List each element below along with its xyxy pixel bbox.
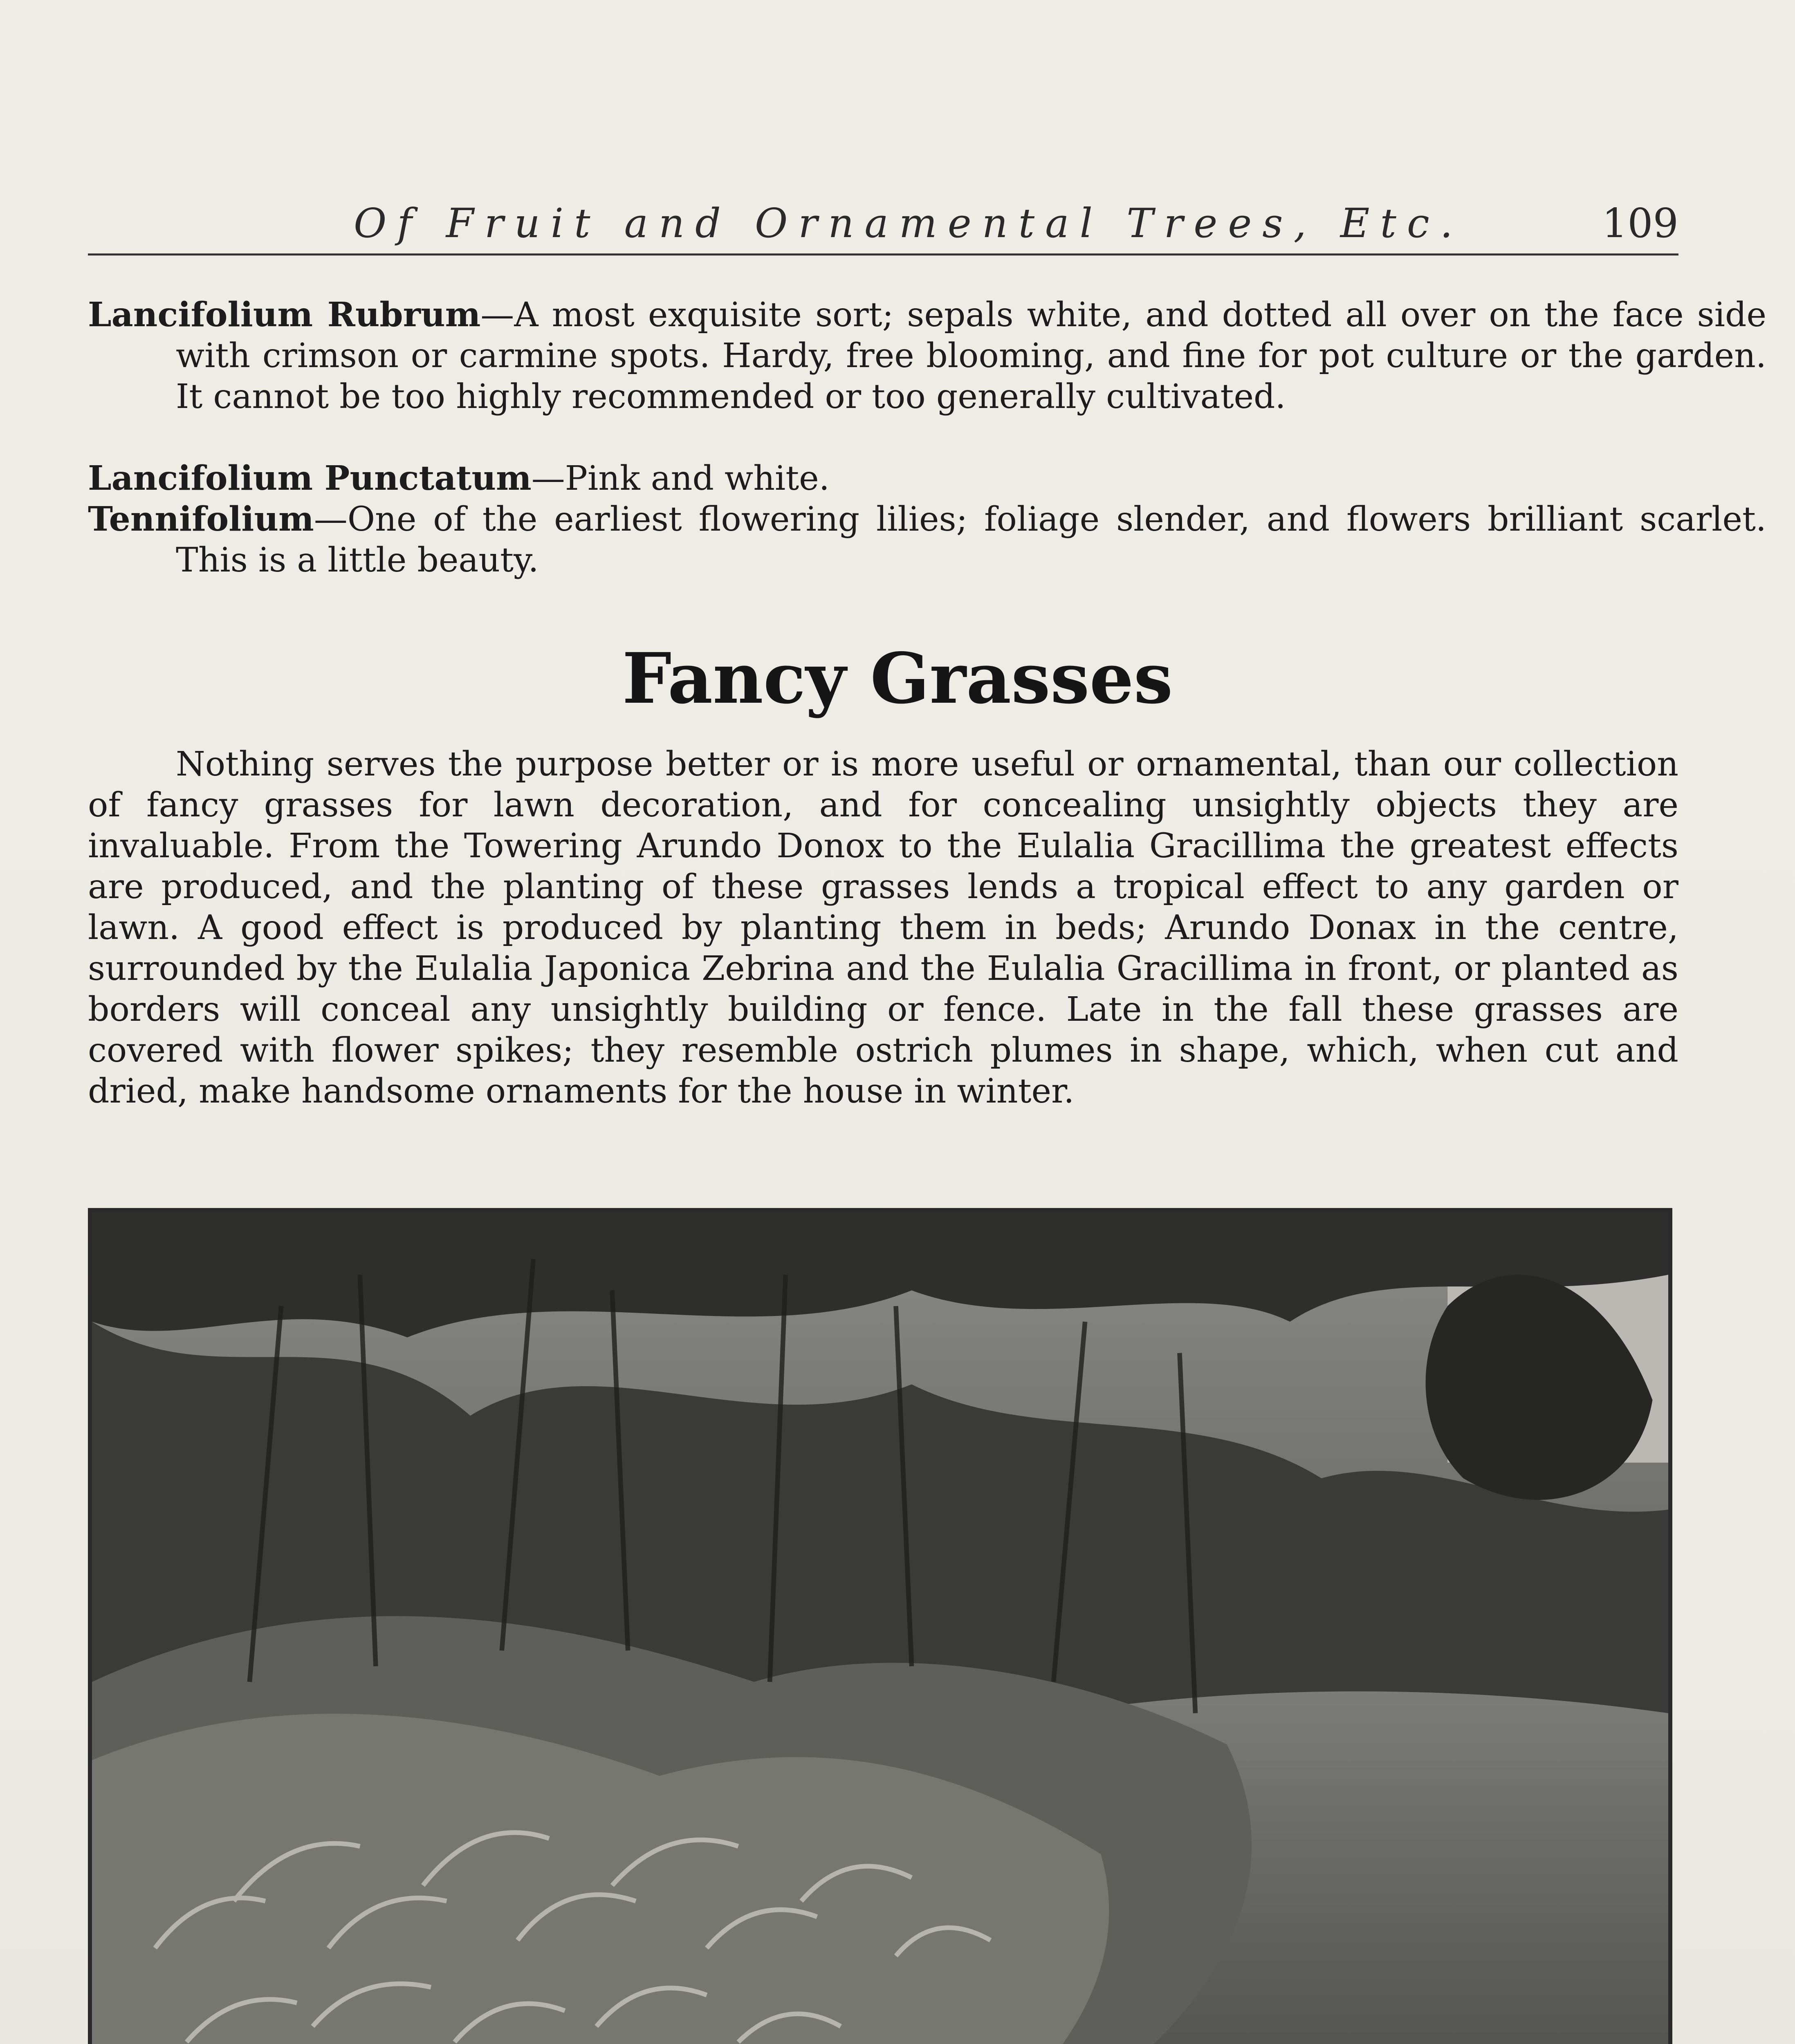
section-intro: Nothing serves the purpose better or is more useful or ornamental, than our collection of fancy grasses for lawn decoration, and for concealing unsightly objects they are invaluable. From the Towering Arundo Donox to the Eulalia Gracillima the greatest effects are produced, and the planting of these grasses lends a tropical effect to any garden or lawn. A good effect is produced by planting them in beds; Arundo Donax in the centre, surrounded by the Eulalia Japonica Zebrina and the Eulalia Gracillima in front, or planted as borders will conceal any unsightly building or fence. Late in the fall these grasses are covered with flower spikes; they resemble ostrich plumes in shape, which, when cut and dried, make handsome ornaments for the house in winter. bbox=[88, 745, 1678, 1111]
section-title: Fancy Grasses bbox=[622, 638, 1173, 719]
running-title: Of Fruit and Ornamental Trees, Etc. bbox=[354, 200, 1463, 247]
lily-entry-lancifolium-rubrum bbox=[88, 294, 1766, 417]
entry-text: —A most exquisite sort; sepals white, and dotted all over on the face side with crimson or carmine spots. Hardy, free blooming, and fine for pot culture or the garden. It cannot be too highly recommended or too generally cultivated. bbox=[176, 296, 1766, 416]
grass-border-illustration bbox=[92, 1212, 1668, 2044]
lily-entry-tennifolium bbox=[88, 499, 1766, 581]
running-header bbox=[88, 192, 1678, 256]
grasses-photo bbox=[88, 1208, 1672, 2044]
entry-text: —One of the earliest flowering lilies; foliage slender, and flowers brilliant scarlet. This is a little beauty. bbox=[176, 500, 1766, 580]
entry-name: Tennifolium bbox=[88, 500, 314, 539]
entry-name: Lancifolium Punctatum bbox=[88, 459, 532, 498]
entry-name: Lancifolium Rubrum bbox=[88, 295, 481, 334]
entry-text: —Pink and white. bbox=[531, 459, 830, 498]
page-number: 109 bbox=[1602, 200, 1678, 247]
lily-entry-lancifolium-punctatum bbox=[88, 458, 1766, 499]
